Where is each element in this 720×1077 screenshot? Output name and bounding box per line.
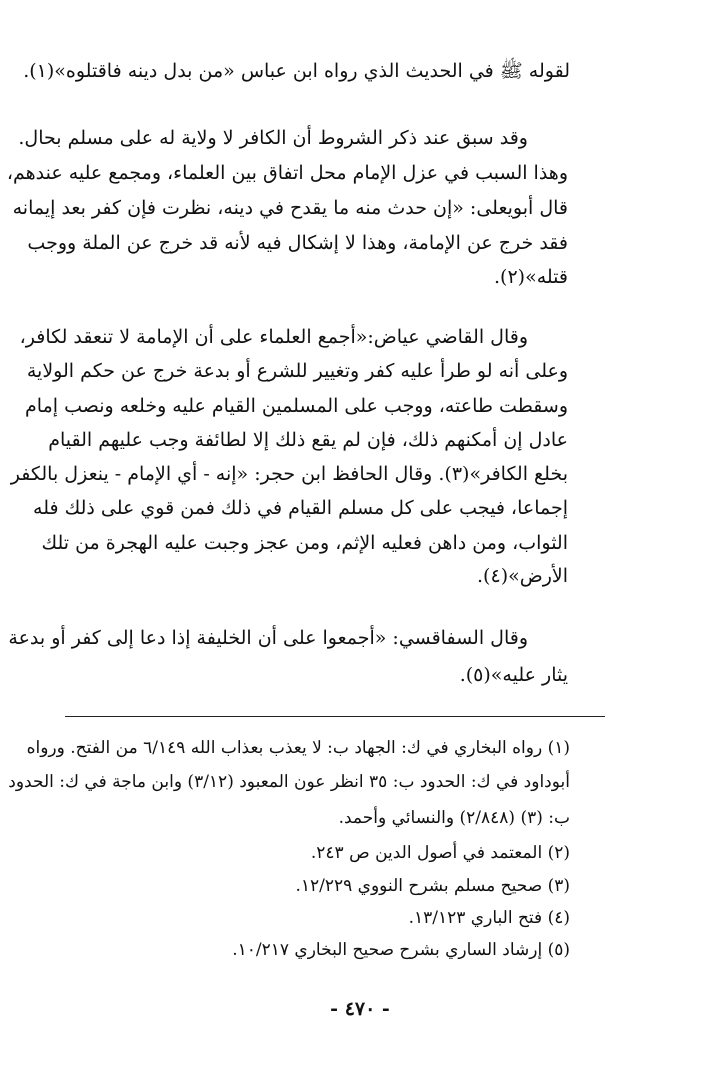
body-line: الثواب، ومن داهن فعليه الإثم، ومن عجز وجبت عليه الهجرة من تلك <box>41 532 568 554</box>
body-line: وسقطت طاعته، ووجب على المسلمين القيام عليه وخلعه ونصب إمام <box>25 395 568 417</box>
footnote-line: (٥) إرشاد الساري بشرح صحيح البخاري ١٠/٢١٧. <box>232 940 570 960</box>
body-line: وهذا السبب في عزل الإمام محل اتفاق بين العلماء، ومجمع عليه عندهم، <box>6 162 568 184</box>
body-line: عادل إن أمكنهم ذلك، فإن لم يقع ذلك إلا لطائفة وجب عليهم القيام <box>48 429 568 451</box>
body-line: فقد خرج عن الإمامة، وهذا لا إشكال فيه لأنه قد خرج عن الملة ووجب <box>27 232 568 254</box>
body-line: وعلى أنه لو طرأ عليه كفر وتغيير للشرع أو بدعة خرج عن حكم الولاية <box>26 360 568 382</box>
body-line: وقال القاضي عياض:«أجمع العلماء على أن الإمامة لا تنعقد لكافر، <box>19 326 528 348</box>
page-number: - ٤٧٠ - <box>330 998 390 1020</box>
footnote-line: (١) رواه البخاري في ك: الجهاد ب: لا يعذب بعذاب الله ٦/١٤٩ من الفتح. ورواه <box>26 738 570 758</box>
body-line: قال أبويعلى: «إن حدث منه ما يقدح في دينه، نظرت فإن كفر بعد إيمانه <box>12 197 568 219</box>
body-line: يثار عليه»(٥). <box>459 664 568 686</box>
footnote-line: (٢) المعتمد في أصول الدين ص ٢٤٣. <box>310 843 570 863</box>
body-line: وقد سبق عند ذكر الشروط أن الكافر لا ولاية له على مسلم بحال. <box>18 127 528 149</box>
body-line: وقال السفاقسي: «أجمعوا على أن الخليفة إذا دعا إلى كفر أو بدعة <box>8 627 528 649</box>
body-line: الأرض»(٤). <box>477 565 568 587</box>
footnote-line: (٤) فتح الباري ١٣/١٢٣. <box>408 908 570 928</box>
body-line: إجماعا، فيجب على كل مسلم القيام في ذلك فمن قوي على ذلك فله <box>33 497 568 519</box>
footnote-line: (٣) صحيح مسلم بشرح النووي ١٢/٢٢٩. <box>295 876 570 896</box>
body-line: قتله»(٢). <box>493 266 568 288</box>
footnote-divider <box>65 716 605 717</box>
body-line: بخلع الكافر»(٣). وقال الحافظ ابن حجر: «إنه - أي الإمام - ينعزل بالكفر <box>10 463 568 485</box>
footnote-line: أبوداود في ك: الحدود ب: ٣٥ انظر عون المعبود (٣/١٢) وابن ماجة في ك: الحدود <box>8 772 570 792</box>
footnote-line: ب: (٣) (٢/٨٤٨) والنسائي وأحمد. <box>338 808 570 828</box>
body-line: لقوله ﷺ في الحديث الذي رواه ابن عباس «من بدل دينه فاقتلوه»(١). <box>23 60 570 82</box>
